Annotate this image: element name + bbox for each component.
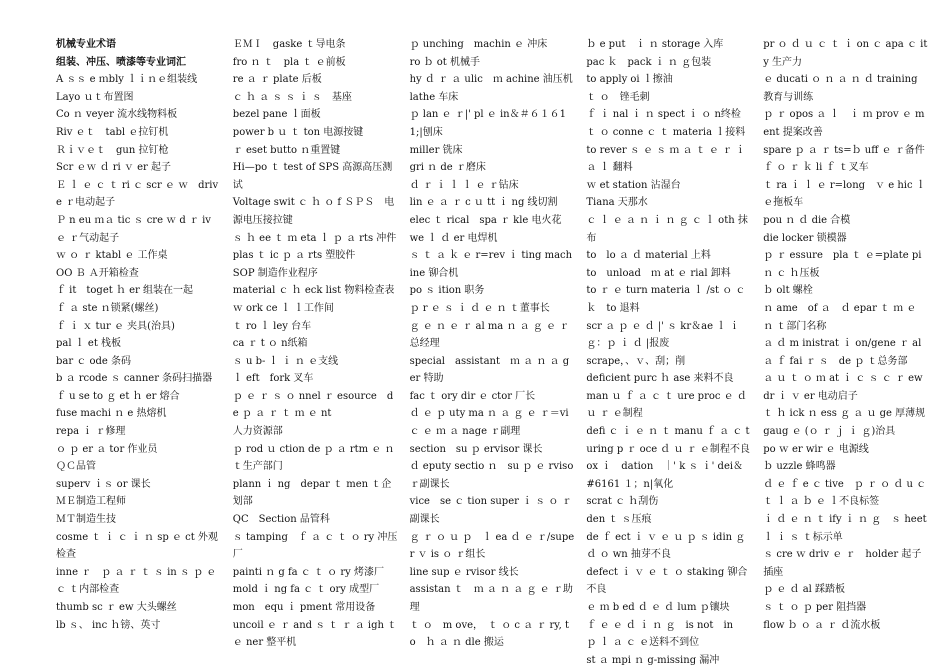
term-line: ｉ ｄ ｅ ｎ ｔ ify ｉ ｎ ｇ ｓ heet ｌ ｉ ｓ ｔ标示单	[763, 514, 927, 543]
term-line: ｓ ｈ ee ｔ ｍ eta ｌ ｐ ａ rts 冲件	[232, 232, 397, 244]
term-line: ｗ ｏ ｒ ktabl ｅ 工作桌	[56, 250, 168, 262]
term-line: ｃ ｈ ａ ｓ ｓ ｉ ｓ 基座	[232, 91, 352, 103]
term-line: lin ｅ ａ ｒ c ｕ tt ｉ ng 线切割	[409, 197, 558, 209]
term-line: miller 铣床	[409, 144, 463, 156]
term-line: ｔ ro ｌ ley 台车	[232, 320, 312, 332]
text-column-2	[233, 36, 398, 672]
term-line: ｓ cre ｗ driv ｅ ｒ holder 起子插座	[763, 549, 922, 578]
term-line: ｄ eputy sectio ｎ su ｐ ｅ rviso ｒ副课长	[409, 461, 574, 490]
term-line: ｆ ｉ ｘ tur ｅ 夹具(治具)	[56, 320, 175, 332]
term-line: scr ａ ｐ ｅ ｄ |' ｓ kr＆ae ｌ ｉ ｇ：ｐ ｉ ｄ |报废	[586, 320, 740, 350]
term-line: fro ｎ ｔ pla ｔ ｅ前板	[232, 56, 346, 68]
term-line: ＱＣ品管	[56, 461, 96, 473]
term-line: ca ｒ t ｏ n纸箱	[232, 338, 308, 350]
term-line: ｆ ｉ nal ｉ ｎ spect ｉ ｏ n终检	[586, 109, 741, 121]
term-line: ｐ r ｅ ｓ ｉ ｄ ｅ ｎ ｔ董事长	[409, 302, 550, 314]
term-line: die locker 锁模器	[763, 232, 847, 244]
term-line: ＥＭＩ gaske ｔ导电条	[232, 39, 346, 50]
term-line: ｄ ｅ ｆ e ｃ tive ｐ ｒ ｏ ｄ u ｃ ｔ ｌ ａ ｂ ｅ ｌ不良标签	[763, 478, 927, 508]
term-line: ｓ ｔ ａ ｋ ｅ r=rev ｉ ting machine 铆合机	[409, 250, 573, 279]
term-line: painti ｎ g fa ｃ ｔ ｏ ry 烤漆厂	[232, 566, 384, 578]
term-line: ｅ ｍ b ed ｄ ｅ ｄ lum ｐ镶块	[586, 602, 730, 613]
term-line: pac ｋ pack ｉ ｎ ｇ包装	[586, 56, 712, 68]
term-line: to apply oi ｌ擦油	[586, 74, 673, 86]
term-line: ｄ ｅ ｐ uty ma ｎ ａ ｇ ｅ ｒ＝vi ｃ ｅ ｍ ａ nage ｒ副理	[409, 408, 569, 438]
term-line: power b ｕ ｔ ton 电源按键	[232, 126, 364, 138]
term-line: scrape，、ｖ、刮；削	[586, 355, 686, 367]
term-line: ＭＥ制造工程师	[56, 496, 126, 508]
term-line: defi ｃ ｉ ｅ ｎ ｔ manu ｆ ａ ｃ turing p ｒ oce ｄ ｕ ｒ ｅ制程不良	[586, 426, 750, 455]
term-line: ｃ ｌ ｅ ａ ｎ ｉ ｎ ｇ ｃ ｌ oth 抹布	[586, 214, 748, 244]
term-line: defect ｉ ｖ ｅ ｔ ｏ staking 铆合不良	[586, 566, 748, 596]
term-line: SOP 制造作业程序	[232, 267, 318, 279]
term-line: ｆ u se to ｇ et ｈ er 熔合	[56, 390, 180, 402]
term-line: Voltage swit ｃ ｈ ｏ f ＳＰＳ 电源电压接拉键	[232, 197, 395, 226]
term-line: to ｒ ｅ turn materia ｌ /st ｏ ｃ ｋ to 退料	[586, 285, 746, 314]
term-line: ｏ ｐ er ａ tor 作业员	[56, 443, 158, 455]
term-line: ｐ ｅ ｄ al 踩踏板	[763, 584, 846, 596]
term-line: scrat ｃ ｈ刮伤	[586, 496, 659, 508]
term-line: ｂ olt 螺栓	[763, 285, 813, 297]
term-line: ｔ ｈ ick ｎ ess ｇ ａ ｕ ge 厚薄规	[763, 408, 926, 420]
term-line: gaug ｅ (ｏ ｒ ｊ ｉ ｇ)治具	[763, 426, 896, 438]
term-line: po ｓ ition 职务	[409, 285, 485, 297]
term-line: plann ｉ ng depar ｔ men ｔ企划部	[232, 478, 392, 508]
term-line: de ｆ ect ｉ ｖ ｅ ｕ ｐ ｓ idin ｇ ｄ ｏ wn 抽芽不良	[586, 531, 756, 561]
term-line: we ｌ ｄ er 电焊机	[409, 232, 498, 244]
term-line: ｐ rod ｕ ction de ｐ ａ rtm ｅ ｎ ｔ生产部门	[232, 443, 395, 473]
term-line: Ｅ ｌ ｅ ｃ ｔ ri ｃ scr ｅ ｗ drive ｒ电动起子	[56, 179, 219, 209]
term-line: flow ｂ ｏ ａ ｒ ｄ流水板	[763, 619, 881, 631]
term-line: pal ｌ et 栈板	[56, 338, 122, 350]
term-line: po ｗ er wir ｅ 电源线	[763, 443, 869, 455]
term-line: Hi—po ｔ test of SPS 高源高压测试	[232, 162, 393, 191]
term-line: Ｒｉｖｅｔ gun 拉钉枪	[56, 144, 169, 156]
term-line: lb ｓ、 inc ｈ镑、英寸	[56, 619, 161, 631]
term-line: ｌ eft fork 叉车	[232, 373, 314, 385]
term-line: ox ｉ dation ｜' k ｓ ｉ' dei＆#6161 １；n|氧化	[586, 461, 744, 490]
text-column-3	[410, 36, 575, 672]
term-line: ｓ ｔ ｏ ｐ per 阻挡器	[763, 602, 867, 613]
term-line: ｐ ｒ opos ａ ｌ ｉ ｍ prov ｅ ment 提案改善	[763, 109, 925, 138]
term-line: ｆ ｅ ｅ ｄ ｉ ｎ ｇ is not in ｐ ｌ ａ ｃ ｅ送料不到位	[586, 619, 744, 649]
term-line: A ｓｓ e ｍbly ｌｉｎｅ组装线	[56, 74, 198, 86]
term-line: mon equ ｉ pment 常用设备	[232, 602, 376, 613]
term-line: fuse machi ｎ e 热熔机	[56, 408, 167, 420]
term-line: elec ｔ rical spa ｒ kle 电火花	[409, 214, 562, 226]
term-line: gri ｎ de ｒ磨床	[409, 162, 486, 174]
term-line: QC Section 品管科	[232, 514, 330, 526]
term-line: to lo ａ ｄ material 上料	[586, 250, 711, 262]
term-line: Layo ｕｔ布置图	[56, 91, 134, 103]
text-column-4	[586, 36, 756, 672]
term-line: 人力资源部	[232, 426, 283, 438]
term-line: assistan ｔ ｍ ａ ｎ ａ ｇ ｅ ｒ助理	[409, 584, 573, 613]
term-line: man ｕ ｆ ａ ｃ ｔ ure proc ｅ ｄ ｕ ｒ ｅ制程	[586, 390, 747, 420]
term-line: Scr ｅｗ ｄ ri ｖ er 起子	[56, 162, 171, 174]
term-line: hy ｄ ｒ ａ ulic ｍ achine 油压机	[409, 74, 573, 86]
term-line: ｔ ra ｉ ｌ ｅ r=long ｖ e hic ｌ ｅ拖板车	[763, 179, 926, 209]
term-line: line sup ｅ rvisor 线长	[409, 566, 519, 578]
term-line: bar ｃ ode 条码	[56, 355, 132, 367]
term-line: deficient purc ｈ ase 来料不良	[586, 373, 734, 385]
term-line: Tiana 天那水	[586, 197, 648, 209]
term-line: ｎ ame of ａ ｄ epar ｔ ｍ ｅ ｎ ｔ部门名称	[763, 302, 917, 332]
term-line: ＭＴ制造生技	[56, 514, 116, 526]
term-line: ｇ ｒ ｏ ｕ ｐ ｌ ea ｄ ｅ ｒ/super ｖ is ｏ ｒ组长	[409, 531, 575, 561]
term-line: ｗ et station 沾湿台	[586, 179, 681, 191]
term-line: section su ｐ ervisor 课长	[409, 443, 543, 455]
term-line: lathe 车床	[409, 91, 459, 103]
term-line: ｐ ｒ essure pla ｔ ｅ=plate pi ｎ ｃ ｈ压板	[763, 250, 922, 279]
term-line: ｓ tamping ｆ ａ ｃ ｔ ｏ ry 冲压厂	[232, 531, 398, 561]
term-line: ｆ it toget ｈ er 组装在一起	[56, 285, 194, 297]
term-line: st ａ mpi ｎ g-missing 漏冲	[586, 654, 720, 666]
term-line: ｔ ｏ 锉毛刺	[586, 91, 650, 103]
term-line: plas ｔ ic ｐ ａ rts 塑胶件	[232, 250, 356, 262]
heading-line: 机械专业术语	[56, 39, 116, 50]
term-line: OO Ｂ Ａ开箱检查	[56, 267, 139, 279]
text-column-1	[56, 36, 221, 672]
term-line: inne ｒ ｐ ａ ｒ ｔ ｓ in ｓ ｐ ｅ ｃ ｔ内部检查	[56, 566, 217, 596]
term-line: ｄ ｒ ｉ ｌ ｌ ｅ ｒ钻床	[409, 179, 519, 191]
term-line: to unload ｍ at ｅ rial 卸料	[586, 267, 731, 279]
term-line: b ａ rcode ｓ canner 条码扫描器	[56, 373, 213, 385]
term-line: ｐ ｅ ｒ ｓ ｏ nnel ｒ esource de ｐ ａ ｒ ｔ ｍ ｅ nt	[232, 390, 394, 420]
term-line: ｗ ork ce ｌ ｌ工作间	[232, 302, 334, 314]
term-line: pr ｏ ｄ ｕ ｃ ｔ ｉ on ｃ apa ｃ ity 生产力	[763, 39, 928, 68]
term-line: pou ｎ ｄ die 合模	[763, 214, 851, 226]
term-line: ａ ｄ m inistrat ｉ on/gene ｒ al ａ ｆ fai ｒ ｓ de ｐ ｔ总务部	[763, 338, 932, 367]
term-line: ｐ unching machin ｅ 冲床	[409, 39, 548, 50]
term-line: Co ｎ veyer 流水线物料板	[56, 109, 178, 121]
term-line: ｔ ｏ conne ｃ ｔ materia ｌ接料	[586, 126, 746, 138]
term-line: uncoil ｅ ｒ and ｓ ｔ ｒ ａ igh ｔ ｅ ner 整平机	[232, 619, 398, 649]
term-line: ｅ ducati ｏ ｎ ａ ｎ ｄ training 教育与训练	[763, 74, 918, 103]
term-line: special assistant ｍ ａ ｎ ａ ger 特助	[409, 355, 570, 385]
term-line: vice se ｃ tion super ｉ ｓ ｏ ｒ副课长	[409, 496, 572, 526]
term-line: ｐ lan ｅ ｒ|' pl ｅ in＆＃６１６11;|刨床	[409, 109, 566, 138]
term-line: ａ ｕ ｔ ｏ ｍ at ｉ ｃ ｓ ｃ ｒ ewdr ｉ ｖ er 电动启子	[763, 373, 923, 402]
term-line: fac ｔ ory dir ｅ ctor 厂长	[409, 390, 536, 402]
term-line: thumb sc ｒ ew 大头螺丝	[56, 602, 177, 613]
term-line: ｂ e put ｉ ｎ storage 入库	[586, 39, 724, 50]
text-column-5	[763, 36, 932, 672]
term-line: re ａ ｒ plate 后板	[232, 74, 322, 86]
term-line: ｂ uzzle 蜂鸣器	[763, 461, 836, 473]
term-line: den ｔ ｓ压痕	[586, 514, 652, 526]
term-line: ｇ ｅ ｎ ｅ ｒ al ma ｎ ａ ｇ ｅ ｒ总经理	[409, 320, 570, 350]
term-line: to rever ｓ ｅ ｓ ｍ ａ ｔ ｅ ｒ ｉ ａ ｌ 翻料	[586, 144, 746, 174]
heading-line: 组装、冲压、喷漆等专业词汇	[56, 56, 186, 68]
term-line: Ｐ n eu ｍａ tic ｓ cre ｗ d ｒ iv ｅ ｒ气动起子	[56, 214, 211, 244]
term-line: mold ｉ ng fa ｃ ｔ ory 成型厂	[232, 584, 380, 596]
term-line: ｔ ｏ m ove， ｔ ｏ c ａ ｒ ry, to ｈ ａ ｎ dle 搬运	[409, 619, 569, 649]
term-line: material ｃ ｈ eck list 物料检查表	[232, 285, 395, 297]
term-line: ｒ eset butto ｎ重置键	[232, 144, 341, 156]
term-line: ｆ ａ ste ｎ锁紧(螺丝)	[56, 302, 159, 314]
term-line: ro ｂ ot 机械手	[409, 56, 480, 68]
term-line: cosme ｔ ｉ ｃ ｉ ｎ sp ｅ ct 外观检查	[56, 531, 218, 561]
term-line: Riv ｅｔ tabl ｅ拉钉机	[56, 126, 169, 138]
term-line: ｆ ｏ ｒ ｋ li ｆ ｔ叉车	[763, 162, 869, 174]
term-line: superv ｉｓ or 课长	[56, 478, 151, 490]
term-line: repa ｉ ｒ修理	[56, 426, 126, 438]
term-line: ｓ u b- ｌ ｉ ｎ ｅ支线	[232, 355, 339, 367]
term-line: bezel pane ｌ面板	[232, 109, 321, 121]
term-line: spare ｐ ａ ｒ ts=ｂ uff ｅ ｒ备件	[763, 144, 925, 156]
